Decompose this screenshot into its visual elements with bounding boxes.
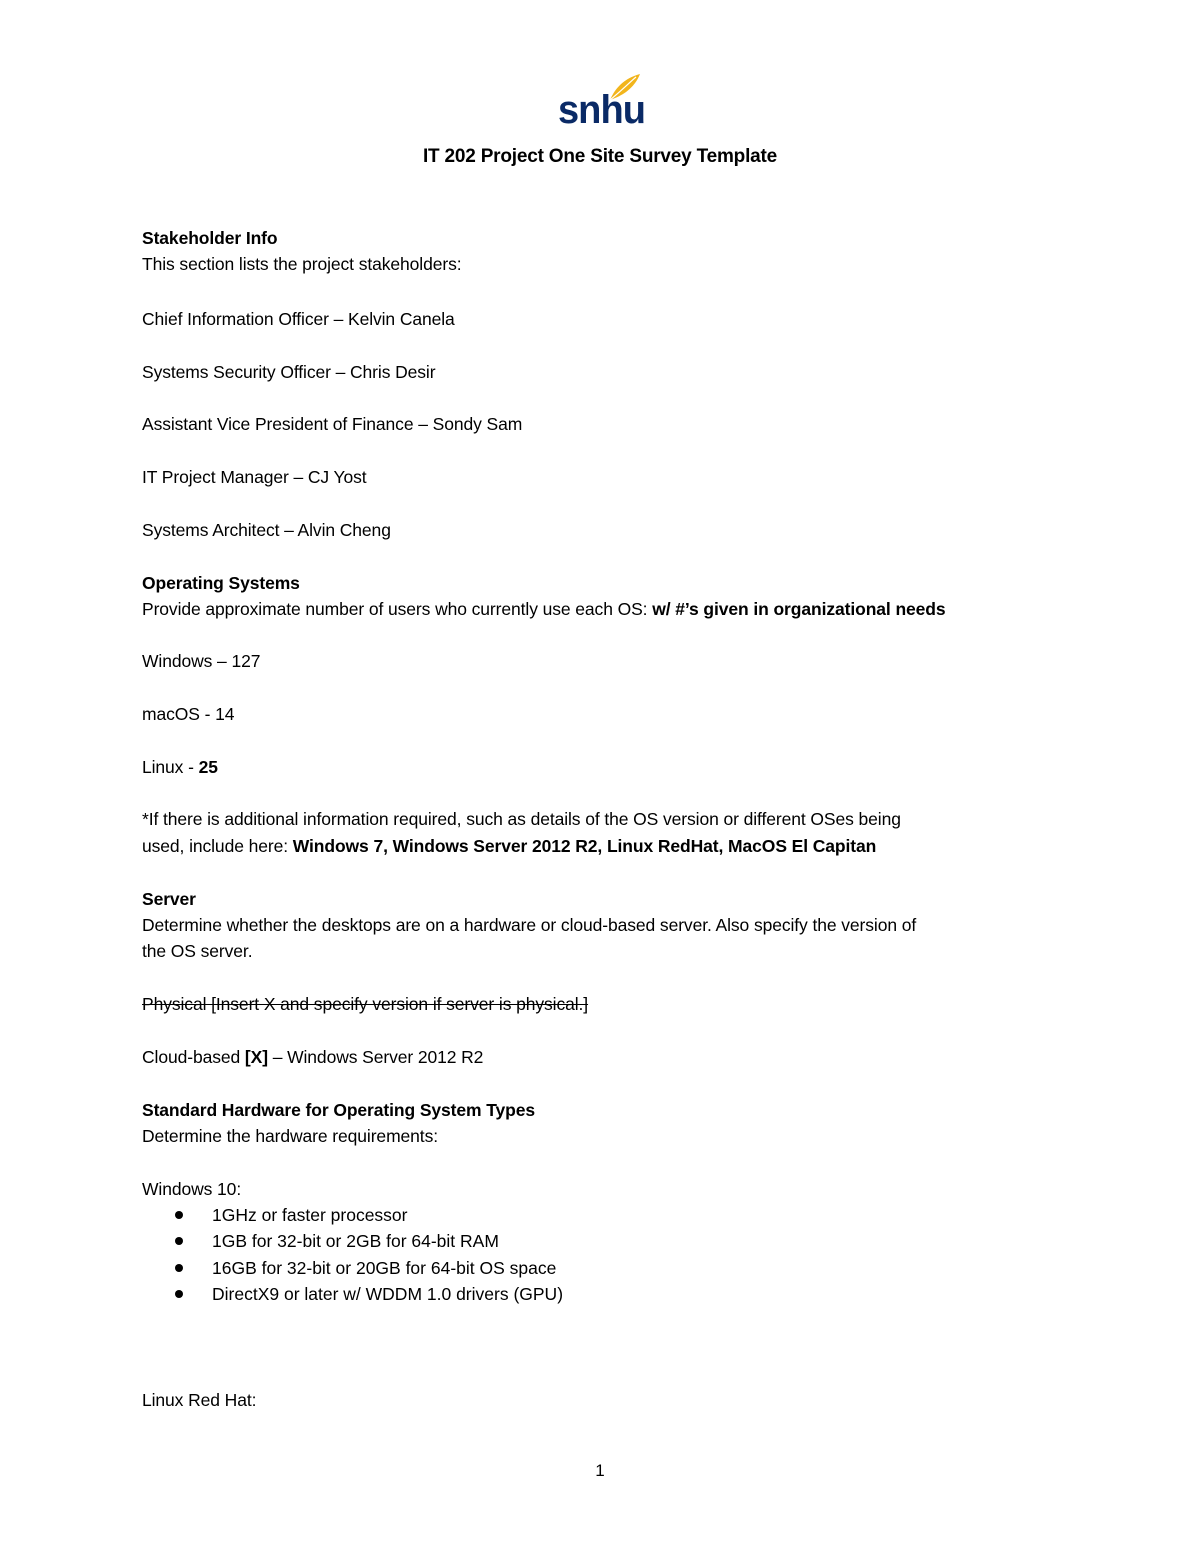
stakeholder-item: Assistant Vice President of Finance – Sondy Sam <box>142 414 523 434</box>
os-macos-count: macOS - 14 <box>142 704 235 724</box>
stakeholder-item: IT Project Manager – CJ Yost <box>142 467 367 487</box>
bullet-icon <box>175 1237 183 1245</box>
server-desc-line: the OS server. <box>142 941 253 961</box>
os-heading: Operating Systems <box>142 573 300 593</box>
server-cloud-option <box>142 1046 483 1068</box>
os-linux-number: 25 <box>198 757 218 777</box>
hardware-windows-item: 1GB for 32-bit or 2GB for 64-bit RAM <box>212 1231 499 1251</box>
os-note-line <box>142 835 876 857</box>
hardware-windows-item: 1GHz or faster processor <box>212 1205 408 1225</box>
os-intro-text: Provide approximate number of users who currently use each OS: <box>142 599 653 619</box>
stakeholder-intro: This section lists the project stakeholders: <box>142 254 462 274</box>
hardware-linux-label: Linux Red Hat: <box>142 1390 257 1410</box>
os-intro <box>142 598 946 620</box>
bullet-icon <box>175 1264 183 1272</box>
hardware-windows-item: 16GB for 32-bit or 20GB for 64-bit OS space <box>212 1258 557 1278</box>
page-title: IT 202 Project One Site Survey Template <box>422 146 778 167</box>
server-cloud-mark: [X] <box>244 1047 268 1067</box>
page-number: 1 <box>595 1461 605 1480</box>
hardware-windows-item: DirectX9 or later w/ WDDM 1.0 drivers (GPU) <box>212 1284 564 1304</box>
stakeholder-heading: Stakeholder Info <box>142 228 278 248</box>
server-desc-line: Determine whether the desktops are on a hardware or cloud-based server. Also specify the version of <box>142 915 917 935</box>
server-cloud-label: Cloud-based <box>142 1047 245 1067</box>
bullet-icon <box>175 1290 183 1298</box>
logo-text: snhu <box>558 88 645 132</box>
os-linux-count <box>142 756 218 778</box>
hardware-windows-label: Windows 10: <box>142 1179 242 1199</box>
stakeholder-item: Systems Architect – Alvin Cheng <box>142 520 391 540</box>
hardware-intro: Determine the hardware requirements: <box>142 1126 438 1146</box>
hardware-heading: Standard Hardware for Operating System Types <box>142 1100 536 1120</box>
server-cloud-version: – Windows Server 2012 R2 <box>267 1047 484 1067</box>
os-windows-count: Windows – 127 <box>142 651 261 671</box>
os-intro-note: w/ #’s given in organizational needs <box>652 599 946 619</box>
os-linux-label: Linux - <box>142 757 199 777</box>
os-versions: Windows 7, Windows Server 2012 R2, Linux RedHat, MacOS El Capitan <box>292 836 877 856</box>
server-heading: Server <box>142 889 196 909</box>
server-physical-option: Physical [Insert X and specify version if server is physical.] <box>142 994 589 1014</box>
os-note-line: *If there is additional information required, such as details of the OS version or different OSes being <box>142 809 901 829</box>
snhu-logo <box>556 72 646 134</box>
bullet-icon <box>175 1211 183 1219</box>
stakeholder-item: Systems Security Officer – Chris Desir <box>142 362 436 382</box>
os-note-prefix: used, include here: <box>142 836 293 856</box>
stakeholder-item: Chief Information Officer – Kelvin Canela <box>142 309 455 329</box>
